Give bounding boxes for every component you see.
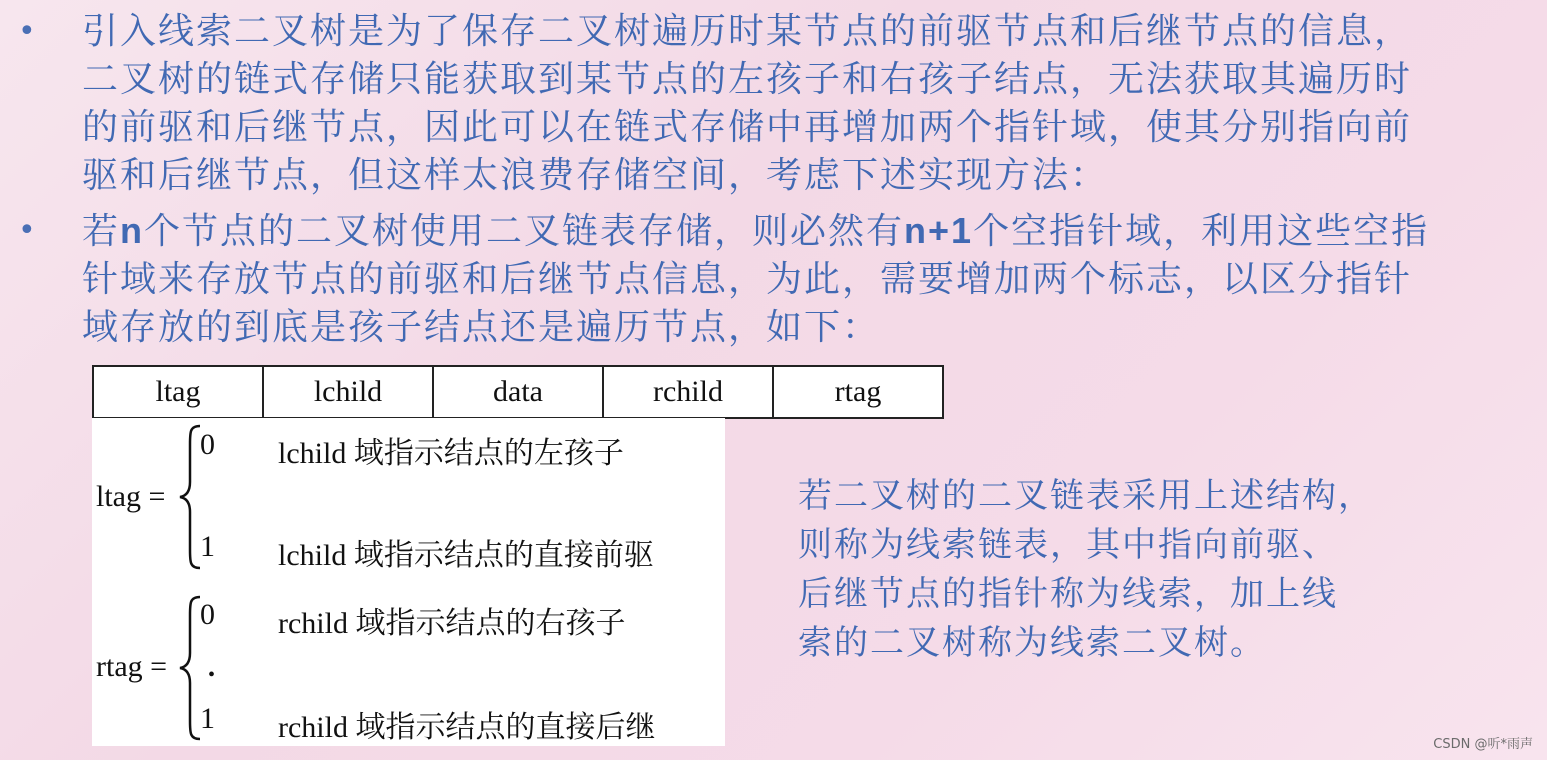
paragraph-1-line: 驱和后继节点，但这样太浪费存储空间，考虑下述实现方法： [82, 155, 1109, 196]
rtag-value-1: 1 [200, 702, 215, 735]
paragraph-2-line: 域存放的到底是孩子结点还是遍历节点，如下： [82, 307, 881, 348]
table-cell-lchild: lchild [263, 366, 433, 418]
ltag-value-0: 0 [200, 428, 215, 461]
paragraph-2 [82, 207, 1502, 352]
watermark: CSDN @听*雨声 [1433, 737, 1533, 752]
text-run: 个节点的二叉树使用二叉链表存储，则必然有 [144, 211, 905, 252]
rtag-1-description: rchild 域指示结点的直接后继 [278, 711, 656, 744]
paragraph-2-line [82, 207, 1502, 256]
threaded-list-note [798, 472, 1458, 668]
paragraph-1-line: 引入线索二叉树是为了保存二叉树遍历时某节点的前驱节点和后继节点的信息， [82, 11, 1413, 52]
text-run: 若 [82, 211, 121, 252]
dot-mark: • [208, 664, 216, 686]
text-run-bold: n [120, 210, 145, 251]
table-row [93, 366, 943, 418]
node-structure-table [92, 365, 944, 419]
table-cell-ltag: ltag [93, 366, 263, 418]
paragraph-2-line: 针域来存放节点的前驱和后继节点信息，为此，需要增加两个标志，以区分指针 [82, 259, 1413, 300]
paragraph-1-line: 的前驱和后继节点，因此可以在链式存储中再增加两个指针域，使其分别指向前 [82, 107, 1413, 148]
rtag-label: rtag = [96, 650, 168, 683]
text-run-bold: n+1 [904, 210, 974, 251]
tag-definitions-panel [92, 418, 725, 746]
paragraph-1 [82, 8, 1502, 200]
ltag-0-description: lchild 域指示结点的左孩子 [278, 437, 624, 470]
table-cell-rchild: rchild [603, 366, 773, 418]
note-line: 若二叉树的二叉链表采用上述结构， [798, 476, 1374, 516]
table-cell-data: data [433, 366, 603, 418]
ltag-value-1: 1 [200, 530, 215, 563]
bullet-2: • [18, 213, 36, 248]
note-line: 索的二叉树称为线索二叉树。 [798, 623, 1266, 663]
note-line: 后继节点的指针称为线索，加上线 [798, 574, 1338, 614]
note-line: 则称为线索链表，其中指向前驱、 [798, 525, 1338, 565]
paragraph-1-line: 二叉树的链式存储只能获取到某节点的左孩子和右孩子结点，无法获取其遍历时 [82, 59, 1413, 100]
ltag-label: ltag = [96, 480, 166, 513]
text-run: 个空指针域，利用这些空指 [973, 211, 1430, 252]
rtag-0-description: rchild 域指示结点的右孩子 [278, 607, 626, 640]
ltag-1-description: lchild 域指示结点的直接前驱 [278, 539, 654, 572]
bullet-1: • [18, 14, 36, 49]
rtag-value-0: 0 [200, 598, 215, 631]
table-cell-rtag: rtag [773, 366, 943, 418]
